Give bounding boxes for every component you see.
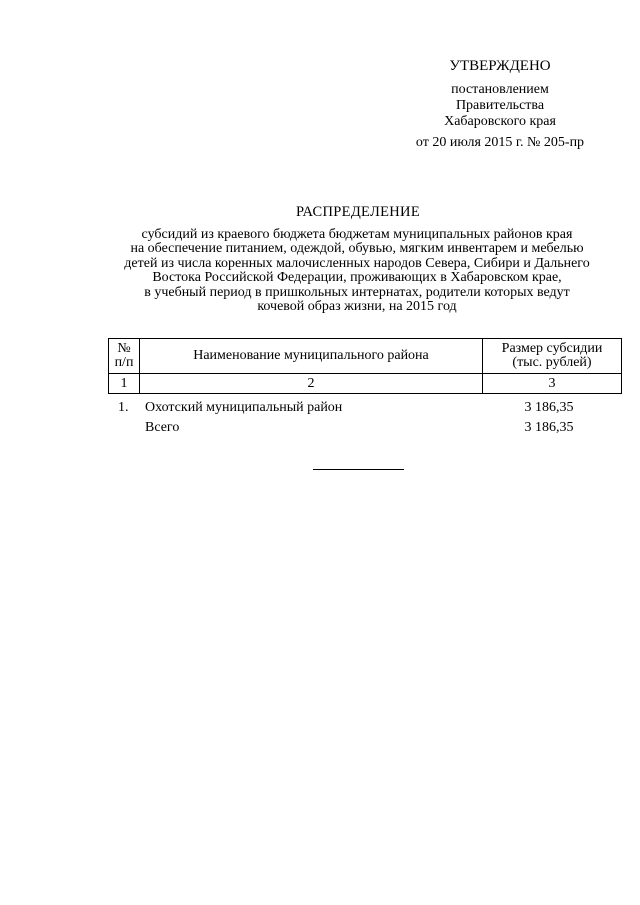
row-total-amount: 3 186,35 <box>524 420 574 435</box>
subtitle-line: субсидий из краевого бюджета бюджетам муниципальных районов края <box>141 227 573 242</box>
approval-heading: УТВЕРЖДЕНО <box>449 58 551 74</box>
subtitle-line: на обеспечение питанием, одеждой, обувью, мягким инвентарем и мебелью <box>130 241 584 257</box>
header-amount <box>483 339 622 374</box>
row-district-name: Охотский муниципальный район <box>145 400 343 415</box>
approval-line: Правительства <box>455 98 545 113</box>
distribution-table-header <box>108 338 622 394</box>
row-number: 1. <box>118 400 129 415</box>
row-total-label: Всего <box>145 420 180 435</box>
column-number-row <box>109 374 622 394</box>
approval-line: Хабаровского края <box>444 114 556 129</box>
distribution-rows <box>108 400 620 440</box>
document-title: РАСПРЕДЕЛЕНИЕ <box>296 204 420 220</box>
column-number-2: 2 <box>140 374 483 394</box>
header-number <box>109 339 140 374</box>
row-amount: 3 186,35 <box>524 400 574 415</box>
approval-line: постановлением <box>451 82 549 97</box>
column-number-3: 3 <box>483 374 622 394</box>
header-number-abbr: п/п <box>114 355 134 370</box>
table-header-row <box>109 339 622 374</box>
header-name: Наименование муниципального района <box>140 339 483 374</box>
closing-divider <box>313 469 404 470</box>
subtitle-line: кочевой образ жизни, на 2015 год <box>257 299 457 315</box>
subtitle-line: Востока Российской Федерации, проживающих в Хабаровском крае, <box>152 270 562 286</box>
header-number-symbol: № <box>117 341 131 356</box>
approval-block <box>400 58 600 151</box>
document-subtitle <box>96 228 618 314</box>
header-amount-unit: (тыс. рублей) <box>512 355 592 370</box>
header-amount-label: Размер субсидии <box>501 341 603 356</box>
approval-date: от 20 июля 2015 г. № 205-пр <box>415 135 585 150</box>
subtitle-line: детей из числа коренных малочисленных народов Севера, Сибири и Дальнего <box>124 255 590 271</box>
subtitle-line: в учебный период в пришкольных интернатах, родители которых ведут <box>144 284 570 300</box>
table-row-total <box>108 420 620 440</box>
column-number-1: 1 <box>109 374 140 394</box>
table-row <box>108 400 620 420</box>
